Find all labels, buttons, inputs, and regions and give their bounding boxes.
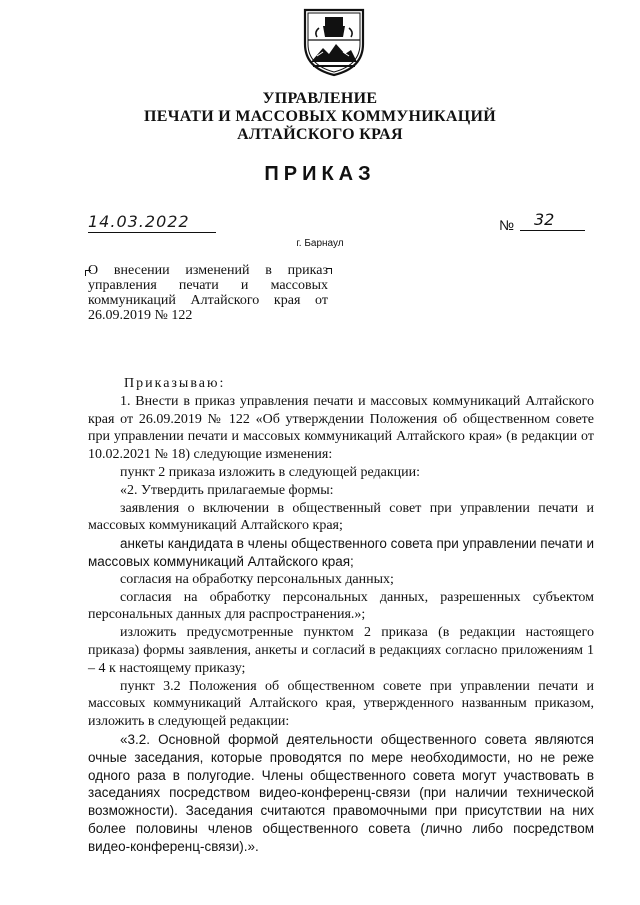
body-paragraph: анкеты кандидата в члены общественного совета при управлении печати и массовых коммуникаций Алтайского края;: [88, 536, 594, 569]
body-paragraph: согласия на обработку персональных данных;: [120, 571, 394, 587]
document-type-title: ПРИКАЗ: [264, 163, 376, 185]
body-paragraph: заявления о включении в общественный совет при управлении печати и массовых коммуникаций Алтайского края;: [88, 500, 594, 534]
organization-line-1: УПРАВЛЕНИЕ: [262, 90, 378, 107]
body-paragraph: пункт 2 приказа изложить в следующей редакции:: [120, 464, 421, 480]
body-paragraph: пункт 3.2 Положения об общественном совете при управлении печати и массовых коммуникаций Алтайского края, утвержденного названным приказом, изложить в следующей редакции:: [88, 678, 594, 730]
document-body: [88, 375, 594, 856]
number-label: №: [499, 217, 515, 233]
body-paragraph: «3.2. Основной формой деятельности общественного совета являются очные заседания, которые проводятся по мере необходимости, но не реже одного раза в полугодие. Члены общественного совета могут участвовать в заседаниях посредством видео-конференц-связи (при наличии технической возможности). Заседания считаются правомочными при присутствии на них более половины членов общественного совета (лично либо посредством видео-конференц-связи).».: [88, 731, 594, 854]
document-number-field: [520, 208, 585, 231]
document-number: 32: [534, 210, 555, 229]
document-date-field: [88, 210, 216, 233]
body-paragraph: 1. Внести в приказ управления печати и массовых коммуникаций Алтайского края от 26.09.2019 № 122 «Об утверждении Положения об общественном совете при управлении печати и массовых коммуникаций Алтайского края» (в редакции от 10.02.2021 № 18) следующие изменения:: [88, 393, 594, 463]
document-subject: О внесении изменений в приказ управления печати и массовых коммуникаций Алтайского края от 26.09.2019 № 122: [88, 263, 328, 323]
organization-line-2: ПЕЧАТИ И МАССОВЫХ КОММУНИКАЦИЙ: [144, 108, 496, 125]
organization-name: [0, 90, 640, 144]
body-paragraph: согласия на обработку персональных данных, разрешенных субъектом персональных данных для распространения.»;: [88, 589, 594, 623]
city: г. Барнаул: [296, 238, 344, 249]
order-opening: Приказываю:: [124, 376, 226, 391]
organization-line-3: АЛТАЙСКОГО КРАЯ: [237, 126, 403, 143]
body-paragraph: изложить предусмотренные пунктом 2 приказа (в редакции настоящего приказа) формы заявления, анкеты и согласий в редакциях согласно приложениям 1 – 4 к настоящему приказу;: [88, 625, 594, 676]
body-paragraph: «2. Утвердить прилагаемые формы:: [120, 482, 334, 498]
coat-of-arms-icon: [299, 4, 369, 78]
document-date: 14.03.2022: [88, 212, 190, 231]
